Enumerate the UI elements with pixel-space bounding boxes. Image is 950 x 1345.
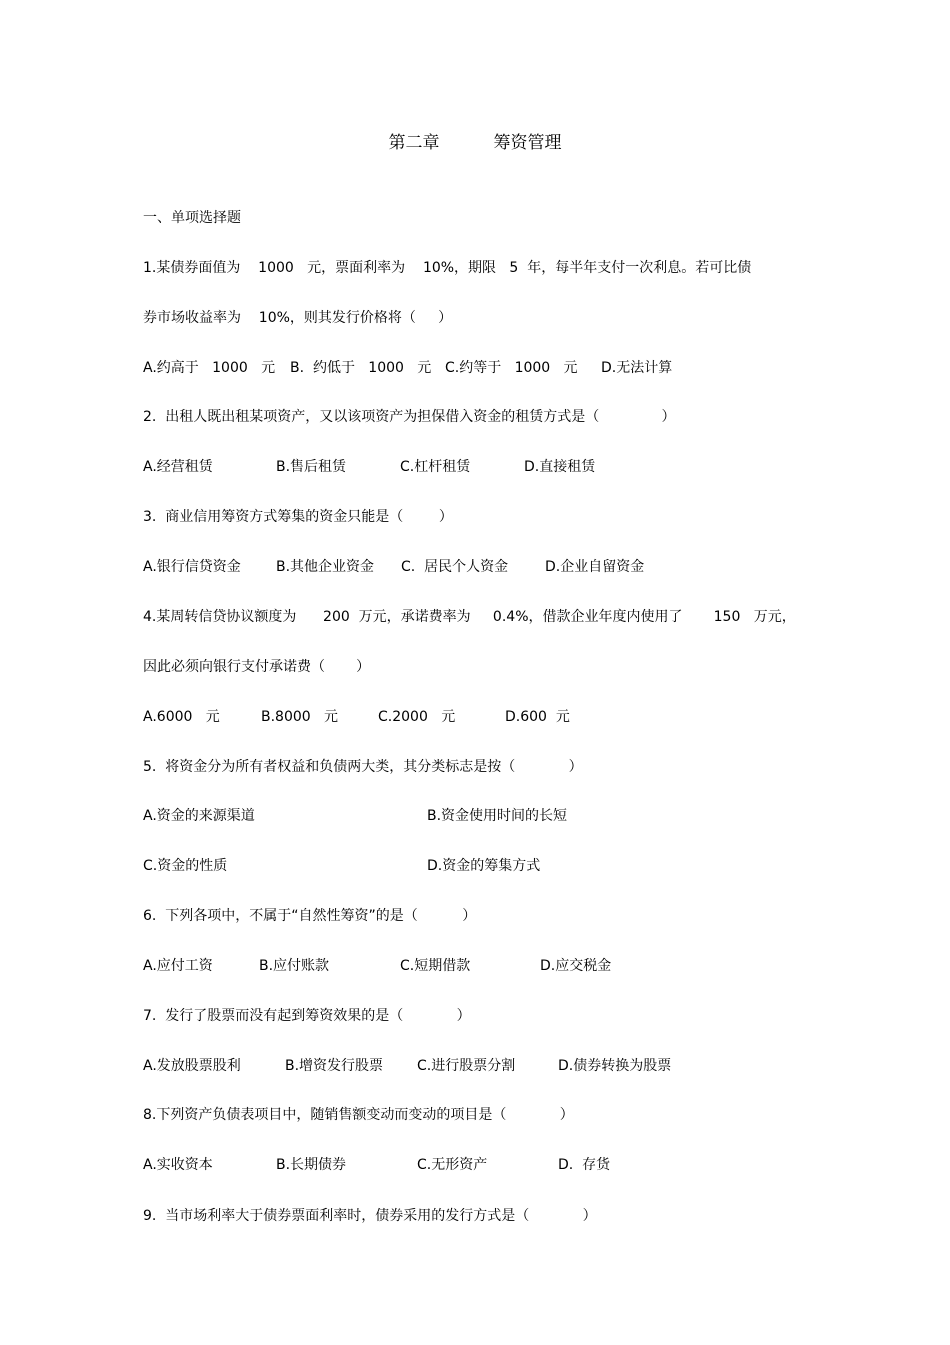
- question-2-option-c: C.杠杆租赁: [400, 459, 471, 475]
- question-7-option-b: B.增资发行股票: [285, 1058, 384, 1074]
- question-4-option-b: B.8000 元: [261, 709, 339, 725]
- question-3-line-1: 3. 商业信用筹资方式筹集的资金只能是（ ）: [143, 509, 453, 525]
- question-3-option-c: C. 居民个人资金: [401, 559, 509, 575]
- question-3-option-b: B.其他企业资金: [276, 559, 375, 575]
- question-1-option-a: A.约高于 1000 元: [143, 360, 276, 376]
- question-3-option-a: A.银行信贷资金: [143, 559, 241, 575]
- page-title: 第二章 筹资管理: [388, 133, 562, 153]
- question-6-option-b: B.应付账款: [259, 958, 330, 974]
- question-8-option-a: A.实收资本: [143, 1157, 213, 1173]
- question-8-option-d: D. 存货: [558, 1157, 611, 1173]
- question-1-line-2: 券市场收益率为 10%，则其发行价格将（ ）: [143, 310, 453, 326]
- question-5-option-c: C.资金的性质: [143, 858, 228, 874]
- question-7-option-a: A.发放股票股利: [143, 1058, 241, 1074]
- question-5-option-a: A.资金的来源渠道: [143, 808, 255, 824]
- question-8-option-b: B.长期债券: [276, 1157, 347, 1173]
- section-heading: 一、单项选择题: [143, 210, 241, 226]
- question-6-option-c: C.短期借款: [400, 958, 471, 974]
- question-5-option-d: D.资金的筹集方式: [427, 858, 541, 874]
- question-2-option-d: D.直接租赁: [524, 459, 596, 475]
- question-1-option-d: D.无法计算: [601, 360, 673, 376]
- question-2-option-b: B.售后租赁: [276, 459, 347, 475]
- question-4-option-d: D.600 元: [505, 709, 570, 725]
- question-4-line-1: 4.某周转信贷协议额度为 200 万元，承诺费率为 0.4%，借款企业年度内使用了 150 万元，: [143, 609, 796, 625]
- question-7-line-1: 7. 发行了股票而没有起到筹资效果的是（ ）: [143, 1008, 471, 1024]
- question-4-line-2: 因此必须向银行支付承诺费（ ）: [143, 659, 371, 675]
- question-7-option-d: D.债券转换为股票: [558, 1058, 672, 1074]
- question-5-line-1: 5. 将资金分为所有者权益和负债两大类，其分类标志是按（ ）: [143, 759, 583, 775]
- question-8-line-1: 8.下列资产负债表项目中，随销售额变动而变动的项目是（ ）: [143, 1107, 574, 1123]
- question-4-option-a: A.6000 元: [143, 709, 220, 725]
- question-1-line-1: 1.某债券面值为 1000 元，票面利率为 10%，期限 5 年，每半年支付一次利息。若可比债: [143, 260, 752, 276]
- question-5-option-b: B.资金使用时间的长短: [427, 808, 568, 824]
- question-6-option-a: A.应付工资: [143, 958, 213, 974]
- question-3-option-d: D.企业自留资金: [545, 559, 645, 575]
- question-2-option-a: A.经营租赁: [143, 459, 213, 475]
- question-2-line-1: 2. 出租人既出租某项资产，又以该项资产为担保借入资金的租赁方式是（ ）: [143, 409, 676, 425]
- question-1-option-c: C.约等于 1000 元: [445, 360, 578, 376]
- question-4-option-c: C.2000 元: [378, 709, 456, 725]
- question-6-line-1: 6. 下列各项中，不属于“自然性筹资”的是（ ）: [143, 908, 477, 924]
- question-1-option-b: B. 约低于 1000 元: [290, 360, 432, 376]
- question-8-option-c: C.无形资产: [417, 1157, 488, 1173]
- question-6-option-d: D.应交税金: [540, 958, 612, 974]
- question-9-line-1: 9. 当市场利率大于债券票面利率时，债券采用的发行方式是（ ）: [143, 1208, 597, 1224]
- question-7-option-c: C.进行股票分割: [417, 1058, 516, 1074]
